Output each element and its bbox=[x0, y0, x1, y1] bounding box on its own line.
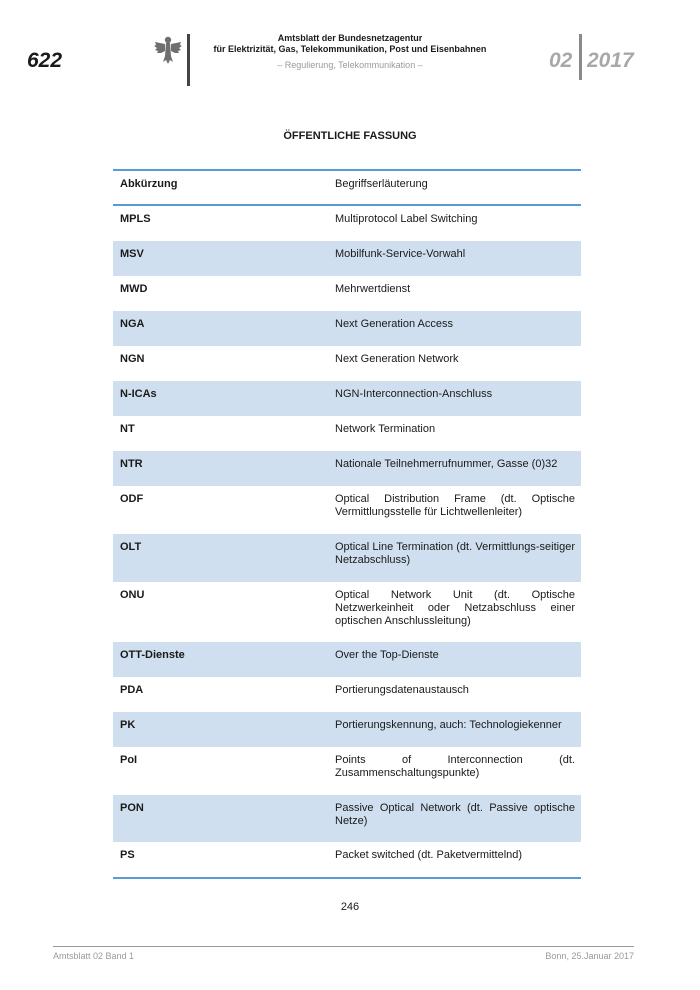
row-description: NGN-Interconnection-Anschluss bbox=[335, 388, 493, 400]
issue-number: 02 bbox=[549, 49, 573, 72]
footer-divider bbox=[53, 946, 634, 947]
masthead-subtitle: – Regulierung, Telekommunikation – bbox=[277, 60, 423, 70]
row-description: Passive Optical Network (dt. Passive optische Netze) bbox=[335, 802, 575, 827]
table-row bbox=[113, 381, 581, 416]
row-abbreviation: NTR bbox=[120, 458, 143, 470]
row-abbreviation: PON bbox=[120, 802, 144, 814]
row-abbreviation: OLT bbox=[120, 541, 142, 553]
row-abbreviation: MPLS bbox=[120, 213, 151, 225]
row-abbreviation: NT bbox=[120, 423, 135, 435]
row-abbreviation: PoI bbox=[120, 754, 138, 766]
row-abbreviation: ODF bbox=[120, 493, 144, 505]
row-description: Network Termination bbox=[335, 423, 436, 435]
table-row bbox=[113, 842, 581, 877]
row-abbreviation: PS bbox=[120, 849, 135, 861]
abbreviation-table bbox=[113, 169, 581, 879]
row-description: Multiprotocol Label Switching bbox=[335, 213, 478, 225]
table-row bbox=[113, 642, 581, 677]
table-row bbox=[113, 346, 581, 381]
column-header-abbreviation: Abkürzung bbox=[120, 178, 178, 190]
federal-eagle-icon bbox=[152, 34, 184, 66]
row-abbreviation: ONU bbox=[120, 589, 145, 601]
footer-date: Bonn, 25.Januar 2017 bbox=[545, 951, 634, 961]
footer-publication: Amtsblatt 02 Band 1 bbox=[53, 951, 135, 961]
row-abbreviation: PK bbox=[120, 719, 136, 731]
table-row bbox=[113, 451, 581, 486]
row-abbreviation: MSV bbox=[120, 248, 144, 260]
row-description: Over the Top-Dienste bbox=[335, 649, 439, 661]
row-abbreviation: NGA bbox=[120, 318, 145, 330]
table-row bbox=[113, 582, 581, 642]
table-row bbox=[113, 311, 581, 346]
row-abbreviation: N-ICAs bbox=[120, 388, 157, 400]
table-row bbox=[113, 416, 581, 451]
table-row bbox=[113, 712, 581, 747]
row-description: Points of Interconnection (dt. Zusammenschaltungspunkte) bbox=[335, 754, 575, 779]
table-row bbox=[113, 534, 581, 582]
masthead bbox=[190, 33, 510, 71]
row-abbreviation: MWD bbox=[120, 283, 148, 295]
row-description: Optical Distribution Frame (dt. Optische Vermittlungsstelle für Lichtwellenleiter) bbox=[335, 493, 575, 518]
row-description: Mobilfunk-Service-Vorwahl bbox=[335, 248, 466, 260]
row-description: Optical Network Unit (dt. Optische Netzwerkeinheit oder Netzabschluss einer optischen Anschlussleitung) bbox=[335, 589, 575, 627]
table-row bbox=[113, 795, 581, 842]
document-page-number: 246 bbox=[340, 901, 360, 913]
row-abbreviation: NGN bbox=[120, 353, 145, 365]
page-number: 622 bbox=[27, 49, 63, 72]
row-description: Portierungskennung, auch: Technologiekenner bbox=[335, 719, 562, 731]
row-abbreviation: OTT-Dienste bbox=[120, 649, 185, 661]
document-heading: ÖFFENTLICHE FASSUNG bbox=[283, 130, 417, 142]
row-description: Optical Line Termination (dt. Vermittlungs-seitiger Netzabschluss) bbox=[335, 541, 575, 566]
masthead-title-line1: Amtsblatt der Bundesnetzagentur bbox=[277, 33, 423, 43]
row-description: Portierungsdatenaustausch bbox=[335, 684, 469, 696]
row-description: Mehrwertdienst bbox=[335, 283, 411, 295]
table-row bbox=[113, 206, 581, 241]
row-description: Nationale Teilnehmerrufnummer, Gasse (0)32 bbox=[335, 458, 558, 470]
table-row bbox=[113, 677, 581, 712]
masthead-title-line2: für Elektrizität, Gas, Telekommunikation, Post und Eisenbahnen bbox=[213, 44, 487, 54]
table-row bbox=[113, 276, 581, 311]
column-header-description: Begriffserläuterung bbox=[335, 178, 428, 190]
issue-divider bbox=[579, 34, 582, 80]
issue-year: 2017 bbox=[587, 49, 634, 72]
row-description: Next Generation Access bbox=[335, 318, 454, 330]
table-row bbox=[113, 241, 581, 276]
table-row bbox=[113, 747, 581, 795]
row-description: Packet switched (dt. Paketvermittelnd) bbox=[335, 849, 523, 861]
table-row bbox=[113, 486, 581, 534]
row-abbreviation: PDA bbox=[120, 684, 144, 696]
row-description: Next Generation Network bbox=[335, 353, 459, 365]
table-header-row bbox=[113, 171, 581, 206]
